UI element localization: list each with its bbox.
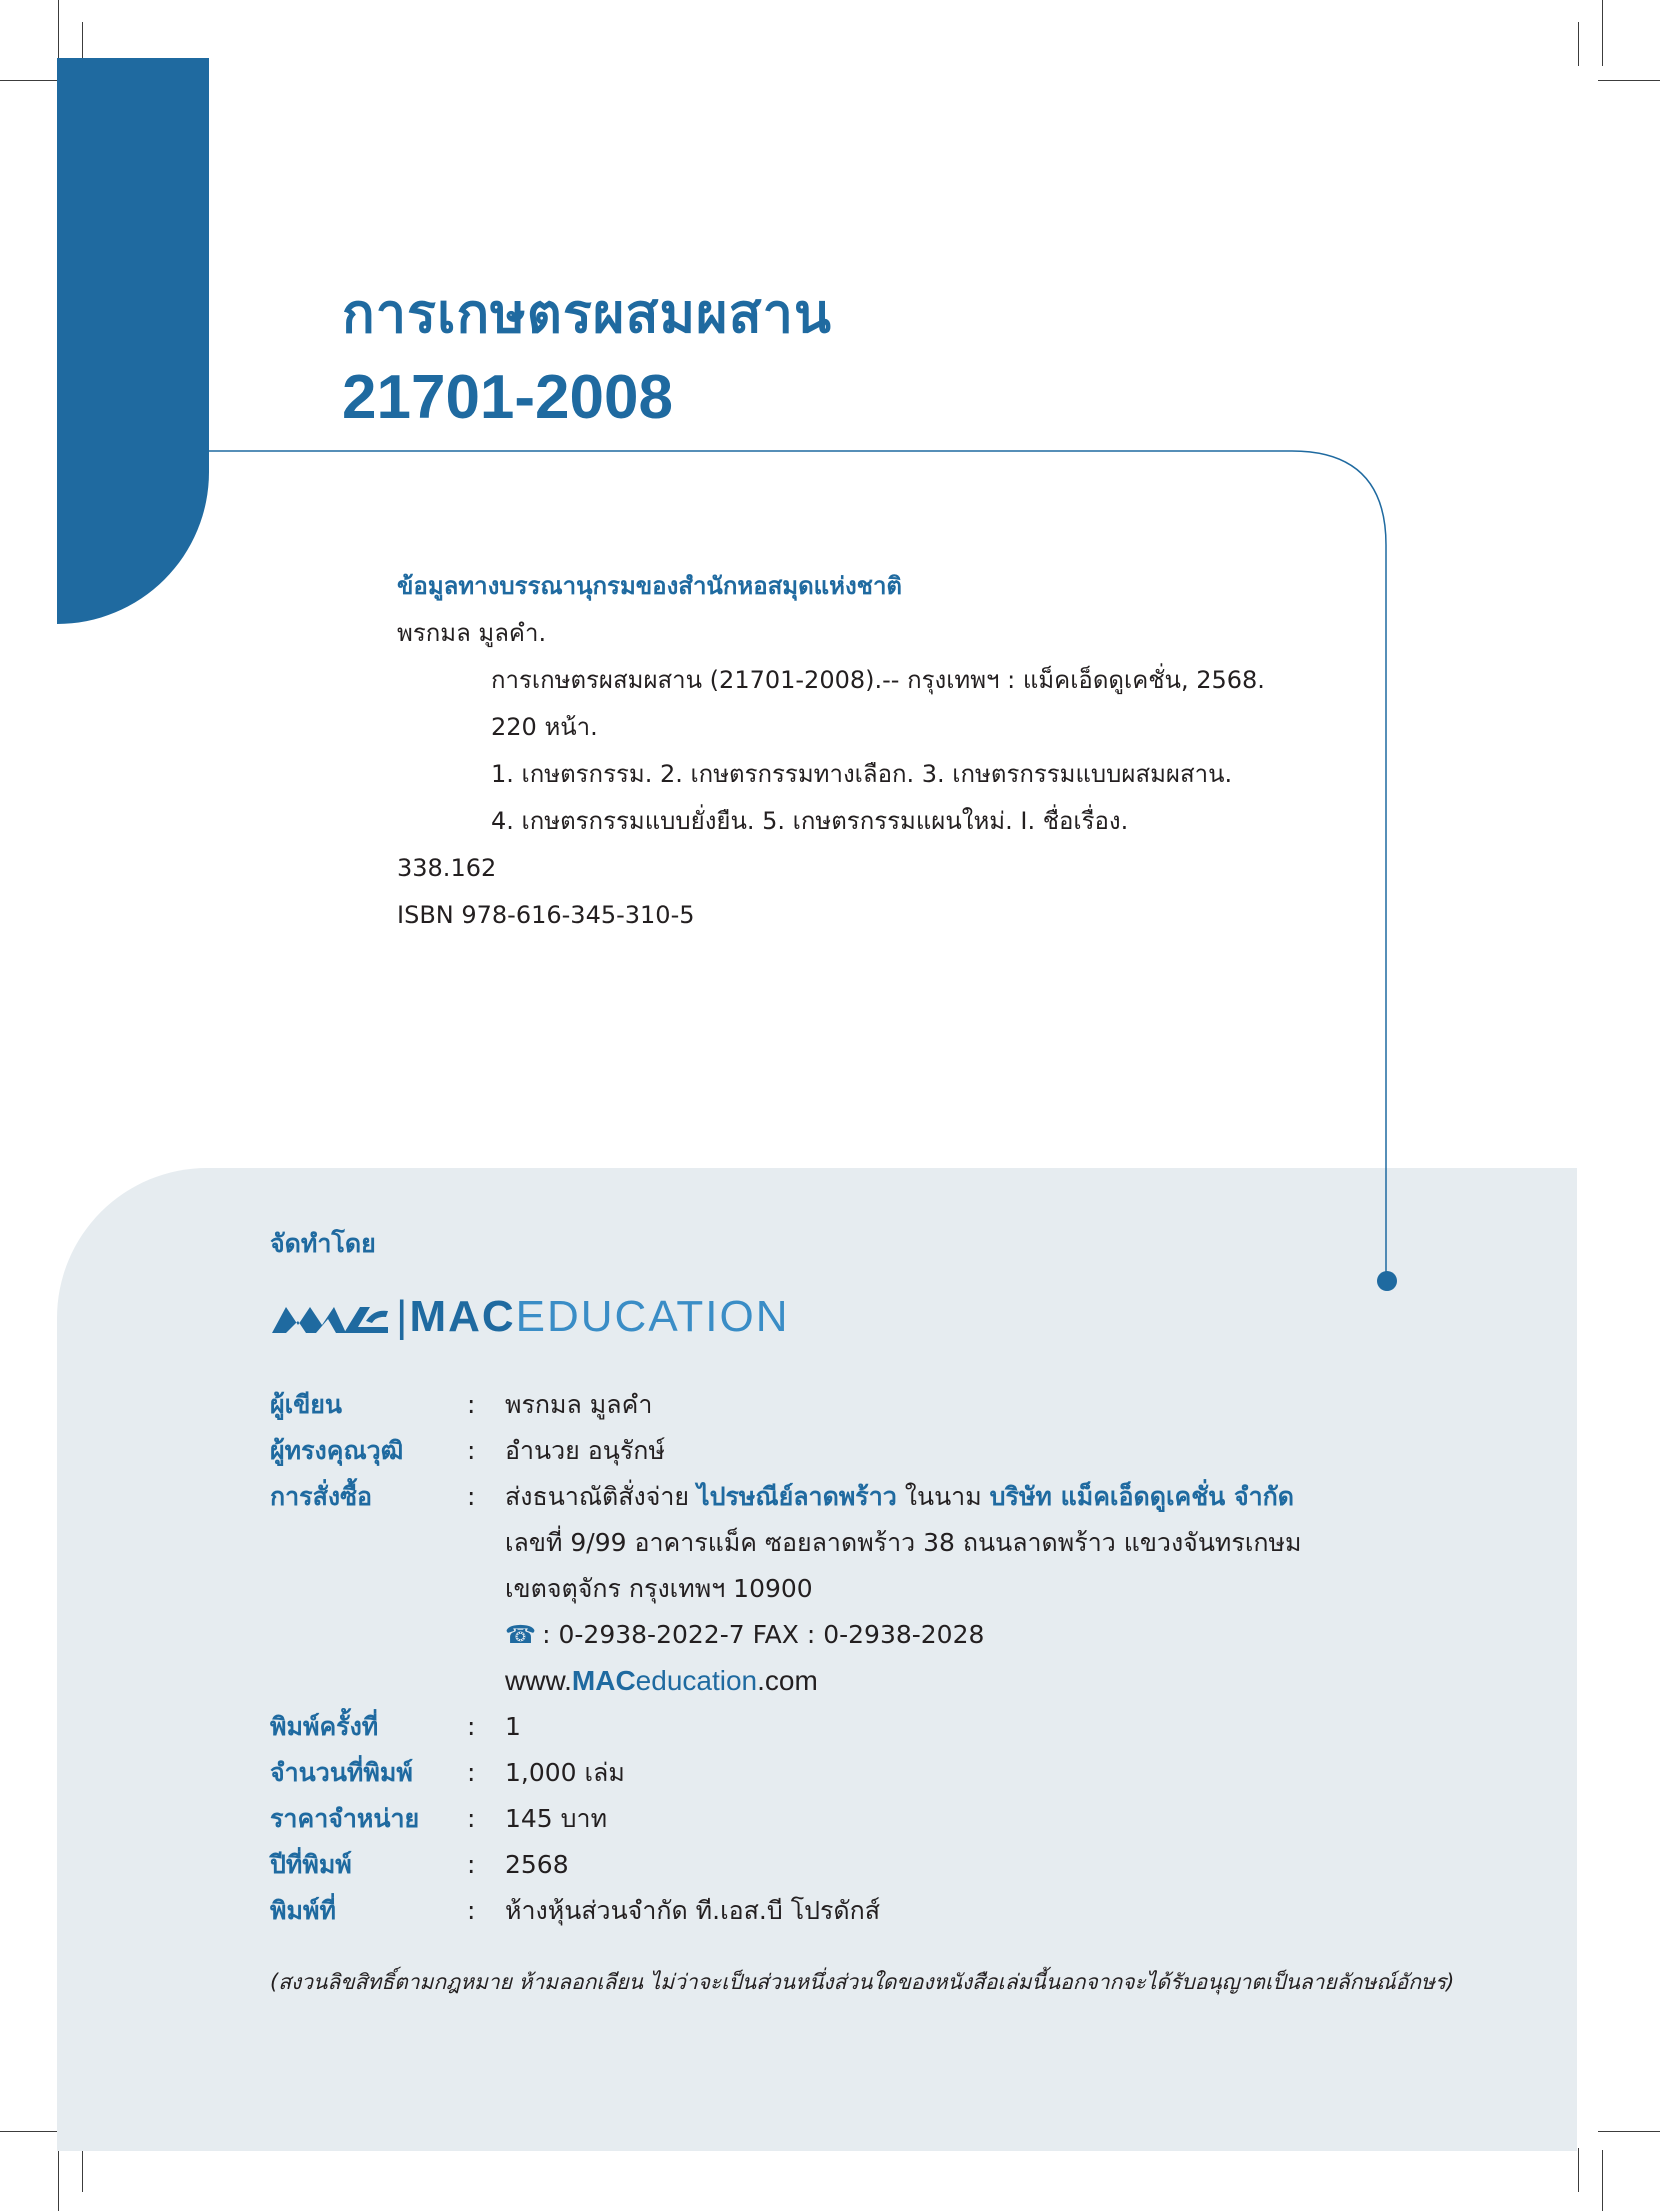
info-colon: : — [467, 1850, 476, 1879]
address-line: เลขที่ 9/99 อาคารแม็ค ซอยลาดพร้าว 38 ถนนลาดพร้าว แขวงจันทรเกษม — [505, 1528, 1302, 1557]
mac-logo-icon — [270, 1299, 390, 1335]
book-title: การเกษตรผสมผสาน — [342, 282, 832, 345]
course-code: 21701-2008 — [342, 363, 673, 432]
info-label: พิมพ์ที่ — [270, 1896, 336, 1925]
info-label: ผู้ทรงคุณวุฒิ — [270, 1436, 404, 1465]
info-colon: : — [467, 1436, 476, 1465]
info-colon: : — [467, 1804, 476, 1833]
cip-classification: 338.162 — [397, 854, 497, 882]
info-value: 1,000 เล่ม — [505, 1758, 625, 1787]
info-colon: : — [467, 1712, 476, 1741]
publication-info — [270, 1382, 1370, 1934]
company-name: บริษัท แม็คเอ็ดดูเคชั่น จำกัด — [989, 1482, 1295, 1511]
info-row-printer — [270, 1888, 1370, 1934]
info-row-copies — [270, 1750, 1370, 1796]
info-colon: : — [467, 1390, 476, 1419]
info-colon: : — [467, 1896, 476, 1925]
info-value: ส่งธนาณัติสั่งจ่าย ไปรษณีย์ลาดพร้าว ในนาม บริษัท แม็คเอ็ดดูเคชั่น จำกัด — [505, 1482, 1295, 1511]
cip-line: 220 หน้า. — [491, 713, 598, 741]
info-label: จำนวนที่พิมพ์ — [270, 1758, 413, 1787]
prepared-by-heading: จัดทำโดย — [270, 1229, 376, 1258]
info-value: ห้างหุ้นส่วนจำกัด ที.เอส.บี โปรดักส์ — [505, 1896, 881, 1925]
logo-wordmark: |MACEDUCATION — [396, 1292, 790, 1341]
info-row-edition — [270, 1704, 1370, 1750]
cip-line: การเกษตรผสมผสาน (21701-2008).-- กรุงเทพฯ : แม็คเอ็ดดูเคชั่น, 2568. — [491, 666, 1265, 694]
info-label: พิมพ์ครั้งที่ — [270, 1712, 379, 1741]
cip-author: พรกมล มูลคำ. — [397, 619, 547, 647]
info-row-order — [270, 1474, 1370, 1520]
info-value: อำนวย อนุรักษ์ — [505, 1436, 665, 1465]
copyright-notice: (สงวนลิขสิทธิ์ตามกฎหมาย ห้ามลอกเลียน ไม่ว่าจะเป็นส่วนหนึ่งส่วนใดของหนังสือเล่มนี้นอกจากจะได้รับอนุญาตเป็นลายลักษณ์อักษร) — [270, 1970, 1455, 1994]
info-label: การสั่งซื้อ — [270, 1482, 373, 1511]
address-line: เขตจตุจักร กรุงเทพฯ 10900 — [505, 1574, 813, 1603]
info-label: ปีที่พิมพ์ — [270, 1850, 352, 1879]
contact-phone: ☎ : 0-2938-2022-7 FAX : 0-2938-2028 — [270, 1612, 1370, 1658]
mac-education-logo — [270, 1292, 790, 1342]
cip-heading: ข้อมูลทางบรรณานุกรมของสำนักหอสมุดแห่งชาติ — [397, 572, 903, 600]
info-row-reviewer — [270, 1428, 1370, 1474]
telephone-icon: ☎ — [505, 1620, 537, 1649]
info-value: พรกมล มูลคำ — [505, 1390, 653, 1419]
info-label: ราคาจำหน่าย — [270, 1804, 420, 1833]
cip-line: 1. เกษตรกรรม. 2. เกษตรกรรมทางเลือก. 3. เกษตรกรรมแบบผสมผสาน. — [491, 760, 1233, 788]
info-label: ผู้เขียน — [270, 1390, 343, 1419]
info-row-author — [270, 1382, 1370, 1428]
post-office: ไปรษณีย์ลาดพร้าว — [697, 1482, 897, 1511]
info-row-price — [270, 1796, 1370, 1842]
info-colon: : — [467, 1758, 476, 1787]
website-link[interactable]: www.MACeducation.com — [505, 1665, 818, 1696]
info-value: 1 — [505, 1712, 521, 1741]
info-value: 2568 — [505, 1850, 569, 1879]
info-value: 145 บาท — [505, 1804, 608, 1833]
info-row-year — [270, 1842, 1370, 1888]
info-colon: : — [467, 1482, 476, 1511]
cip-isbn: ISBN 978-616-345-310-5 — [397, 901, 695, 929]
cip-line: 4. เกษตรกรรมแบบยั่งยืน. 5. เกษตรกรรมแผนใหม่. I. ชื่อเรื่อง. — [491, 807, 1129, 835]
cataloging-in-publication — [397, 563, 1357, 939]
